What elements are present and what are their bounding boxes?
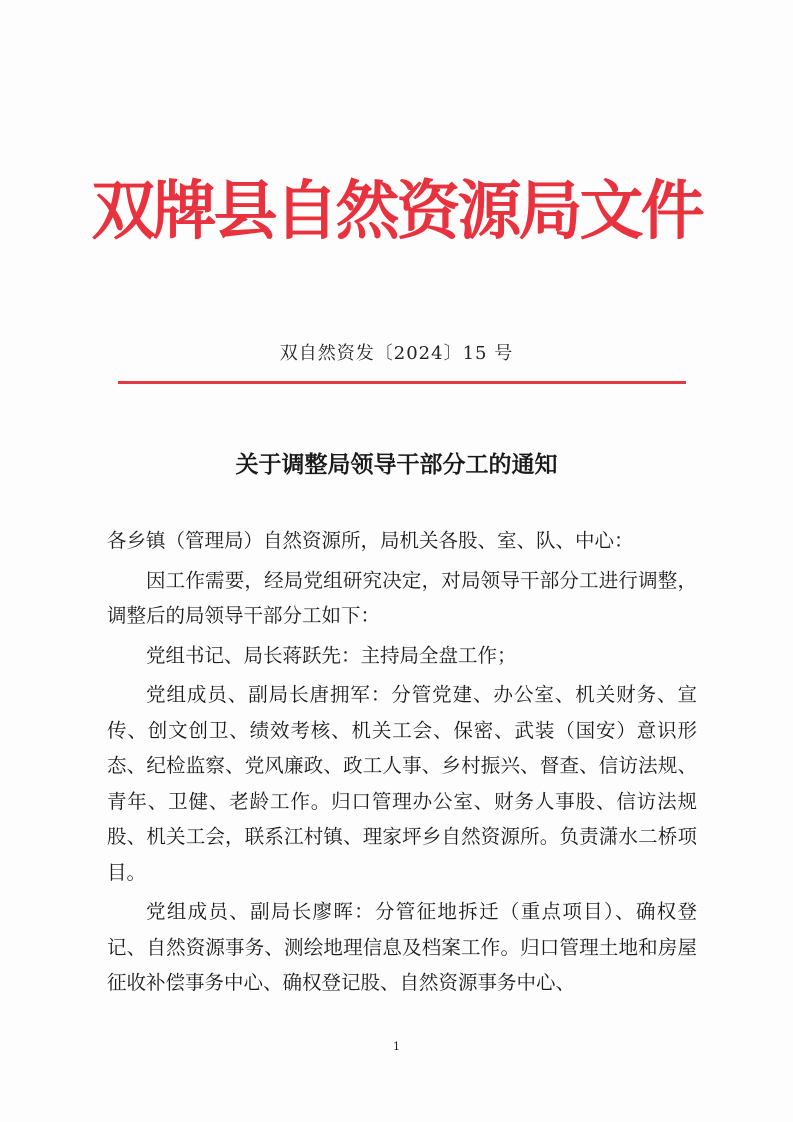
red-separator-line	[118, 381, 686, 384]
body-paragraph: 党组成员、副局长唐拥军：分管党建、办公室、机关财务、宣传、创文创卫、绩效考核、机关工会、保密、武装（国安）意识形态、纪检监察、党风廉政、政工人事、乡村振兴、督查、信访法规、青年、卫健、老龄工作。归口管理办公室、财务人事股、信访法规股、机关工会，联系江村镇、理家坪乡自然资源所。负责潇水二桥项目。	[107, 683, 697, 884]
body-paragraph: 党组书记、局长蒋跃先：主持局全盘工作；	[146, 643, 517, 667]
issuing-authority-header: 双牌县自然资源局文件	[91, 175, 702, 249]
page-number: 1	[393, 1040, 400, 1053]
salutation: 各乡镇（管理局）自然资源所，局机关各股、室、队、中心：	[107, 529, 634, 552]
body-paragraph: 党组成员、副局长廖晖：分管征地拆迁（重点项目）、确权登记、自然资源事务、测绘地理信息及档案工作。归口管理土地和房屋征收补偿事务中心、确权登记股、自然资源事务中心、	[107, 900, 697, 994]
body-paragraph: 因工作需要，经局党组研究决定，对局领导干部分工进行调整，调整后的局领导干部分工如下：	[107, 568, 697, 627]
notice-body	[107, 523, 697, 1001]
notice-title: 关于调整局领导干部分工的通知	[235, 452, 558, 478]
document-number: 双自然资发〔2024〕15 号	[279, 343, 514, 364]
